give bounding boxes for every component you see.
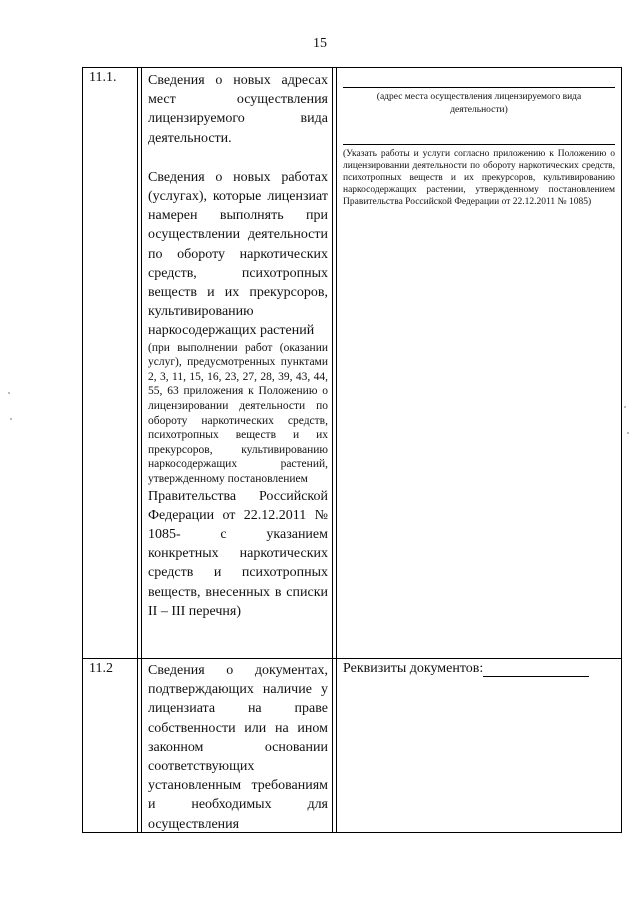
new-addresses-text: Сведения о новых адресах мест осуществления лицензируемого вида деятельности. [148,73,328,146]
scan-speck [10,418,12,420]
documents-info-text: Сведения о документах, подтверждающих наличие у лицензиата на праве собственности или на ином законном основании соответствующих установленным требованиям и необходимых для осуществления [148,663,328,832]
government-decree-text: Правительства Российской Федерации от 22.12.2011 № 1085- с указанием конкретных наркотических средств и психотропных веществ, внесенных в списки II – III перечня) [148,488,328,619]
scan-speck [8,392,10,394]
address-caption: (адрес места осуществления лицензируемого вида деятельности) [376,92,582,115]
scan-speck [624,406,626,408]
row-description-cell [138,68,337,659]
table-row [83,659,622,833]
requisites-input-line[interactable] [483,663,589,677]
row-description-cell [138,659,337,833]
works-conditions-text: (при выполнении работ (оказании услуг), предусмотренных пунктами 2, 3, 11, 15, 16, 23, 27, 28, 39, 43, 44, 55, 63 приложения к Положению о лицензировании деятельности по обороту наркотических средств, психотропных веществ и их прекурсоров, культивированию наркосодержащих растений, утвержденному постановлением [148,341,328,485]
application-form-table [82,67,622,833]
row-number: 11.2 [83,659,138,833]
table-row [83,68,622,659]
scan-speck [627,432,629,434]
row-detail-cell [337,68,622,659]
page-number: 15 [313,36,327,51]
works-instruction-note: (Указать работы и услуги согласно приложению к Положению о лицензировании деятельности по обороту наркотических средств, психотропных веществ и их прекурсоров, культивированию наркосодержащих растении, утвержденному постановлением Правительства Российской Федерации от 22.12.2011 № 1085) [343,149,615,207]
row-detail-cell [337,659,622,833]
new-works-text: Сведения о новых работах (услугах), которые лицензиат намерен выполнять при осуществлении деятельности по обороту наркотических средств, психотропных веществ и их прекурсоров, культивированию наркосодержащих растений [148,169,328,339]
row-number: 11.1. [83,68,138,659]
requisites-label: Реквизиты документов: [343,661,484,676]
